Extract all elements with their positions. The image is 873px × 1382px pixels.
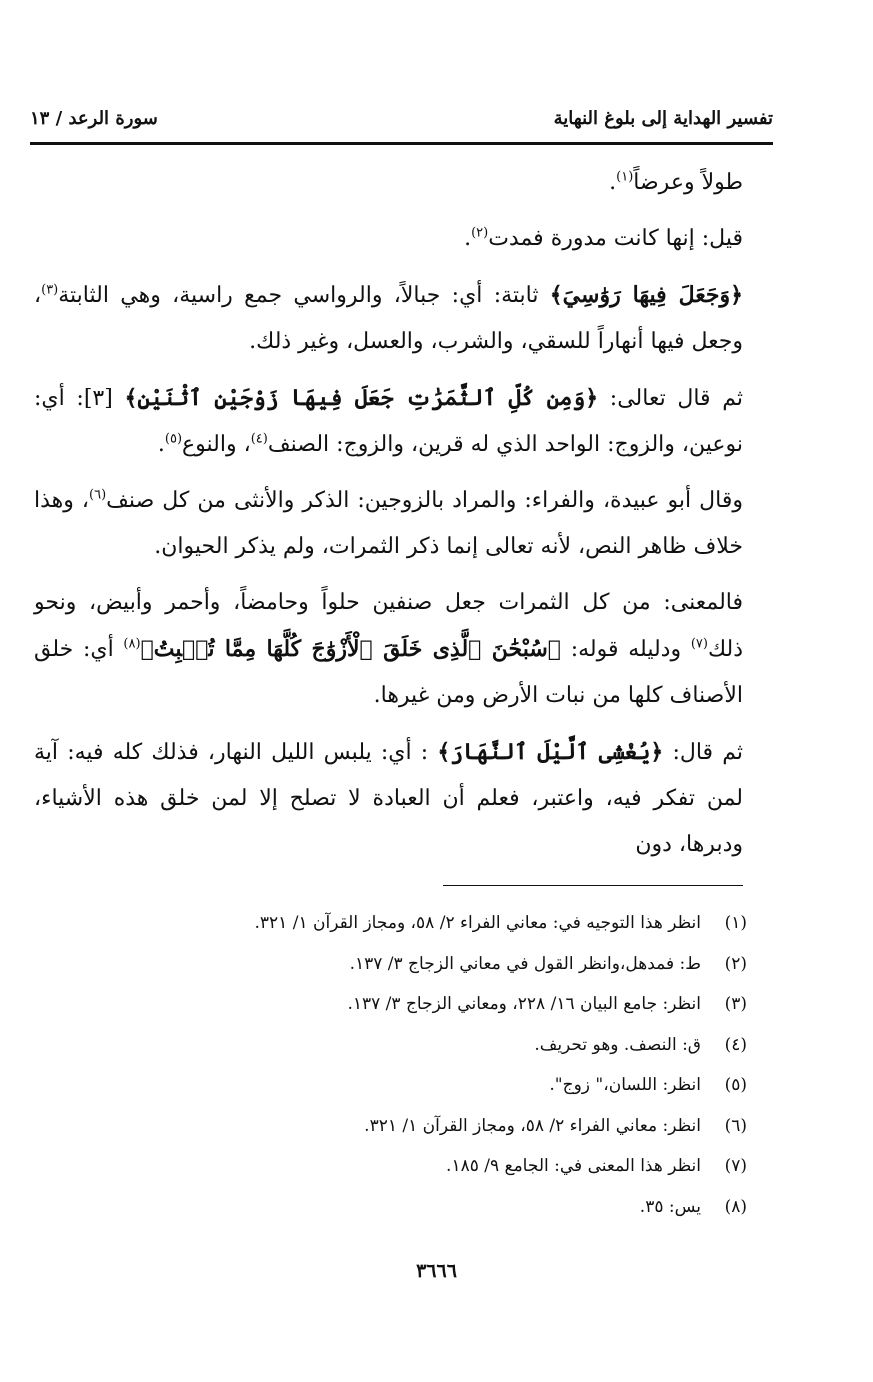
main-text — [34, 160, 743, 878]
paragraph-3: ﴿وَجَعَلَ فِيهَا رَوَٰسِيَ﴾ ثابتة: أي: جبالاً، والرواسي جمع راسية، وهي الثابتة$^{(٣)}$، وجعل فيها أنهاراً للسقي، والشرب، والعسل، وغير ذلك. — [34, 282, 743, 354]
page-number: ٣٦٦٦ — [416, 1260, 457, 1282]
footnote-text: يس: ٣٥. — [639, 1196, 701, 1217]
quran-verse: ﴿يُغْشِى ٱلَّيْلَ ٱلنَّهَارَ﴾ — [437, 739, 664, 765]
quran-verse: ﴿سُبْحَٰنَ ٱلَّذِى خَلَقَ ٱلْأَزْوَٰجَ كُلَّهَا مِمَّا تُنۢبِتُ﴾ — [140, 636, 561, 662]
footnote-text: انظر: اللسان،" زوج". — [549, 1075, 701, 1095]
footnote-number: (٨) — [724, 1196, 747, 1217]
header-divider — [30, 142, 773, 145]
footnote-number: (٧) — [724, 1156, 747, 1176]
footnote-text: انظر: معاني الفراء ٢/ ٥٨، ومجاز القرآن ١/ ٣٢١. — [364, 1115, 701, 1136]
footnote-number: (٤) — [724, 1034, 747, 1055]
running-header — [30, 100, 773, 136]
footnote-text: انظر هذا المعنى في: الجامع ٩/ ١٨٥. — [446, 1156, 701, 1176]
footnote-ref-2[interactable]: (٢) — [471, 225, 489, 241]
book-title: تفسير الهداية إلى بلوغ النهاية — [553, 107, 773, 129]
footnote-text: ط: فمدهل،وانظر القول في معاني الزجاج ٣/ ١٣٧. — [349, 953, 701, 974]
footnote-ref-3[interactable]: (٣) — [41, 282, 59, 298]
footnote-ref-8[interactable]: (٨) — [123, 636, 141, 652]
footnote-item — [30, 1065, 747, 1106]
footnote-item — [30, 1146, 747, 1187]
paragraph-4: ثم قال تعالى: ﴿وَمِن كُلِّ ٱلثَّمَرَٰتِ جَعَلَ فِيهَا زَوْجَيْنِ ٱثْنَيْنِ﴾ [٣]: أي: نوعين، والزوج: الواحد الذي له قرين، والزوج: الصنف$^{(٤)}$، والنوع$^{(٥)}$. — [34, 385, 744, 457]
paragraph-1: طولاً وعرضاً$^{(١)}$. — [609, 169, 743, 195]
footnote-item — [30, 944, 747, 985]
footnote-text: انظر: جامع البيان ١٦/ ٢٢٨، ومعاني الزجاج ٣/ ١٣٧. — [347, 994, 701, 1014]
paragraph-7: ثم قال: ﴿يُغْشِى ٱلَّيْلَ ٱلنَّهَارَ﴾ : أي: يلبس الليل النهار، فذلك كله فيه: آية لمن تفكر فيه، واعتبر، فعلم أن العبادة لا تصلح إلا لمن خلق هذه الأشياء، ودبرها، دون — [34, 739, 743, 857]
paragraph-2: قيل: إنها كانت مدورة فمدت$^{(٢)}$. — [464, 225, 743, 251]
footnote-number: (٥) — [724, 1075, 747, 1095]
footnote-item — [30, 903, 747, 944]
footnote-ref-1[interactable]: (١) — [616, 169, 634, 185]
footnote-item — [30, 984, 747, 1025]
paragraph-6: فالمعنى: من كل الثمرات جعل صنفين حلواً وحامضاً، وأحمر وأبيض، ونحو ذلك$^{(٧)}$ ودليله قوله: ﴿سُبْحَٰنَ ٱلَّذِى خَلَقَ ٱلْأَزْوَٰجَ كُلَّهَا مِمَّا تُنۢبِتُ﴾$^{(٨)}$ أي: خلق الأصناف كلها من نبات الأرض ومن غيرها. — [34, 590, 743, 708]
footnote-number: (٣) — [724, 994, 747, 1014]
footnote-ref-5[interactable]: (٥) — [164, 431, 183, 447]
quran-verse: ﴿وَجَعَلَ فِيهَا رَوَٰسِيَ﴾ — [549, 282, 743, 308]
footnote-item — [30, 1106, 747, 1147]
footnote-number: (٦) — [724, 1115, 747, 1136]
paragraph-5: وقال أبو عبيدة، والفراء: والمراد بالزوجين: الذكر والأنثى من كل صنف$^{(٦)}$، وهذا خلاف ظاهر النص، لأنه تعالى إنما ذكر الثمرات، ولم يذكر الحيوان. — [34, 487, 743, 559]
quran-verse: ﴿وَمِن كُلِّ ٱلثَّمَرَٰتِ جَعَلَ فِيهَا زَوْجَيْنِ ٱثْنَيْنِ﴾ — [124, 385, 599, 411]
footnote-number: (٢) — [724, 953, 747, 974]
footnote-number: (١) — [724, 913, 747, 933]
footnote-text: ق: النصف. وهو تحريف. — [534, 1034, 701, 1055]
footnote-ref-7[interactable]: (٧) — [690, 636, 708, 652]
footnote-item — [30, 1187, 747, 1228]
footnote-text: انظر هذا التوجيه في: معاني الفراء ٢/ ٥٨، ومجاز القرآن ١/ ٣٢١. — [254, 913, 701, 933]
footnote-ref-4[interactable]: (٤) — [250, 431, 268, 447]
footnotes — [30, 903, 747, 1227]
footnote-ref-6[interactable]: (٦) — [89, 487, 107, 503]
footnote-item — [30, 1025, 747, 1066]
surah-title: سورة الرعد / ١٣ — [30, 107, 158, 129]
